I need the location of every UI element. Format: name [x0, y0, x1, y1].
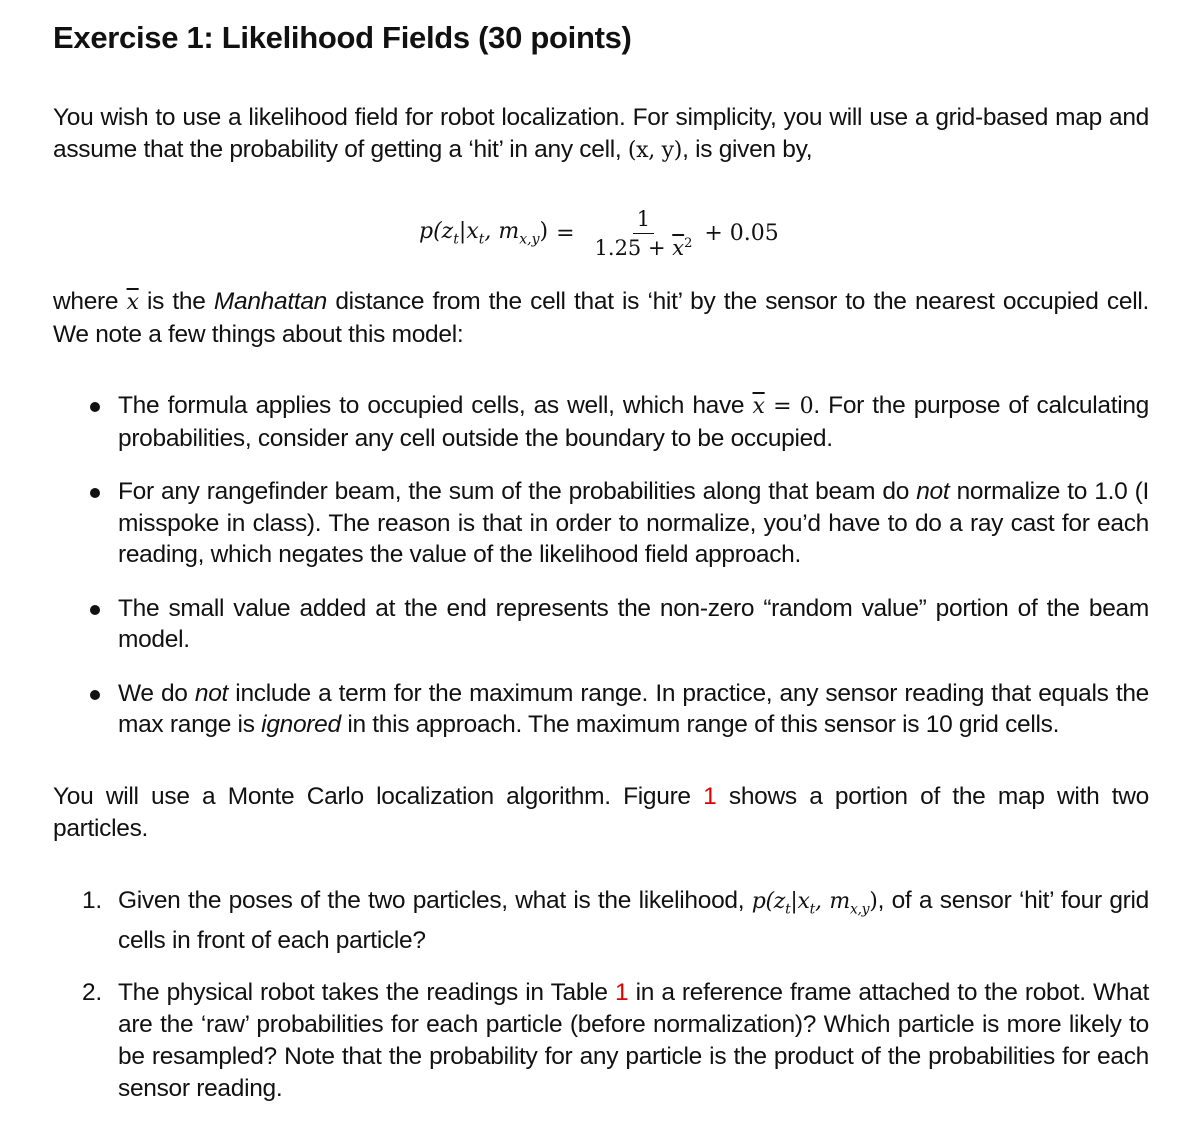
formula-fraction: [591, 207, 697, 260]
intro-text-1: You wish to use a likelihood field for robot localization. For simplicity, you will use a grid-based map and assume that the probability of getting a ‘hit’ in any cell,: [53, 104, 1149, 163]
formula-lhs: $p(z_t|x_t$, $m_{x,y}$): [419, 218, 549, 248]
exercise-title: Exercise 1: Likelihood Fields (30 points): [53, 20, 632, 55]
question-item: 1. Given the poses of the two particles, what is the likelihood, $p(z_t|x_t$, $m_{x,y}$), of a sensor ‘hit’ four grid cells in front of each particle?: [82, 887, 1150, 955]
formula-constant: + 0.05: [704, 220, 779, 246]
figure-reference-link[interactable]: 1: [703, 783, 717, 810]
table-reference-link[interactable]: 1: [614, 979, 629, 1007]
questions-list: [82, 885, 1150, 1125]
xbar-math: $\overline{x}$: [126, 290, 139, 315]
intro-paragraph: [53, 102, 1149, 167]
cell-coordinates-math: (x, y): [627, 138, 683, 163]
list-item: We do not include a term for the maximum range. In practice, any sensor reading that equals the max range is ignored in this approach. The maximum range of this sensor is 10 grid cells.: [118, 678, 1149, 741]
list-item: For any rangefinder beam, the sum of the probabilities along that beam do not normalize to 1.0 (I misspoke in class). The reason is that in order to normalize, you’d have to do a ray cast for each reading, which negates the value of the likelihood field approach.: [118, 476, 1149, 571]
mcl-paragraph: You will use a Monte Carlo localization algorithm. Figure 1 shows a portion of the map with two particles.: [53, 783, 1150, 842]
intro-text-2: , is given by,: [682, 136, 813, 163]
bullet-dot: [90, 402, 100, 412]
question-number: 2.: [82, 979, 102, 1007]
bullet-dot: [90, 605, 100, 615]
formula-numerator: 1: [633, 207, 654, 234]
formula-equals: =: [556, 220, 575, 246]
list-item: The formula applies to occupied cells, as well, which have $\overline{x} = 0$. For the purpose of calculating probabilities, consider any cell outside the boundary to be occupied.: [118, 390, 1149, 454]
question-number: 1.: [82, 887, 102, 914]
list-item: The small value added at the end represents the non-zero “random value” portion of the beam model.: [118, 593, 1149, 656]
bullet-dot: [90, 690, 100, 700]
bullet-dot: [90, 488, 100, 498]
manhattan-emphasis: Manhattan: [213, 288, 327, 315]
question-item: 2. The physical robot takes the readings in Table 1 in a reference frame attached to the robot. What are the ‘raw’ probabilities for each particle (before normalization)? Which particle is more likely to be resampled? Note that the probability for any particle is the product of the probabilities for each sensor reading.: [82, 979, 1149, 1103]
formula-denominator: $1.25 + \overline{x}^2$: [594, 235, 693, 260]
model-notes-list: [118, 390, 1149, 763]
likelihood-formula: [419, 198, 779, 268]
where-paragraph: where $\overline{x}$ is the Manhattan distance from the cell that is ‘hit’ by the sensor to the nearest occupied cell. We note a few things about this model:: [53, 288, 1149, 348]
